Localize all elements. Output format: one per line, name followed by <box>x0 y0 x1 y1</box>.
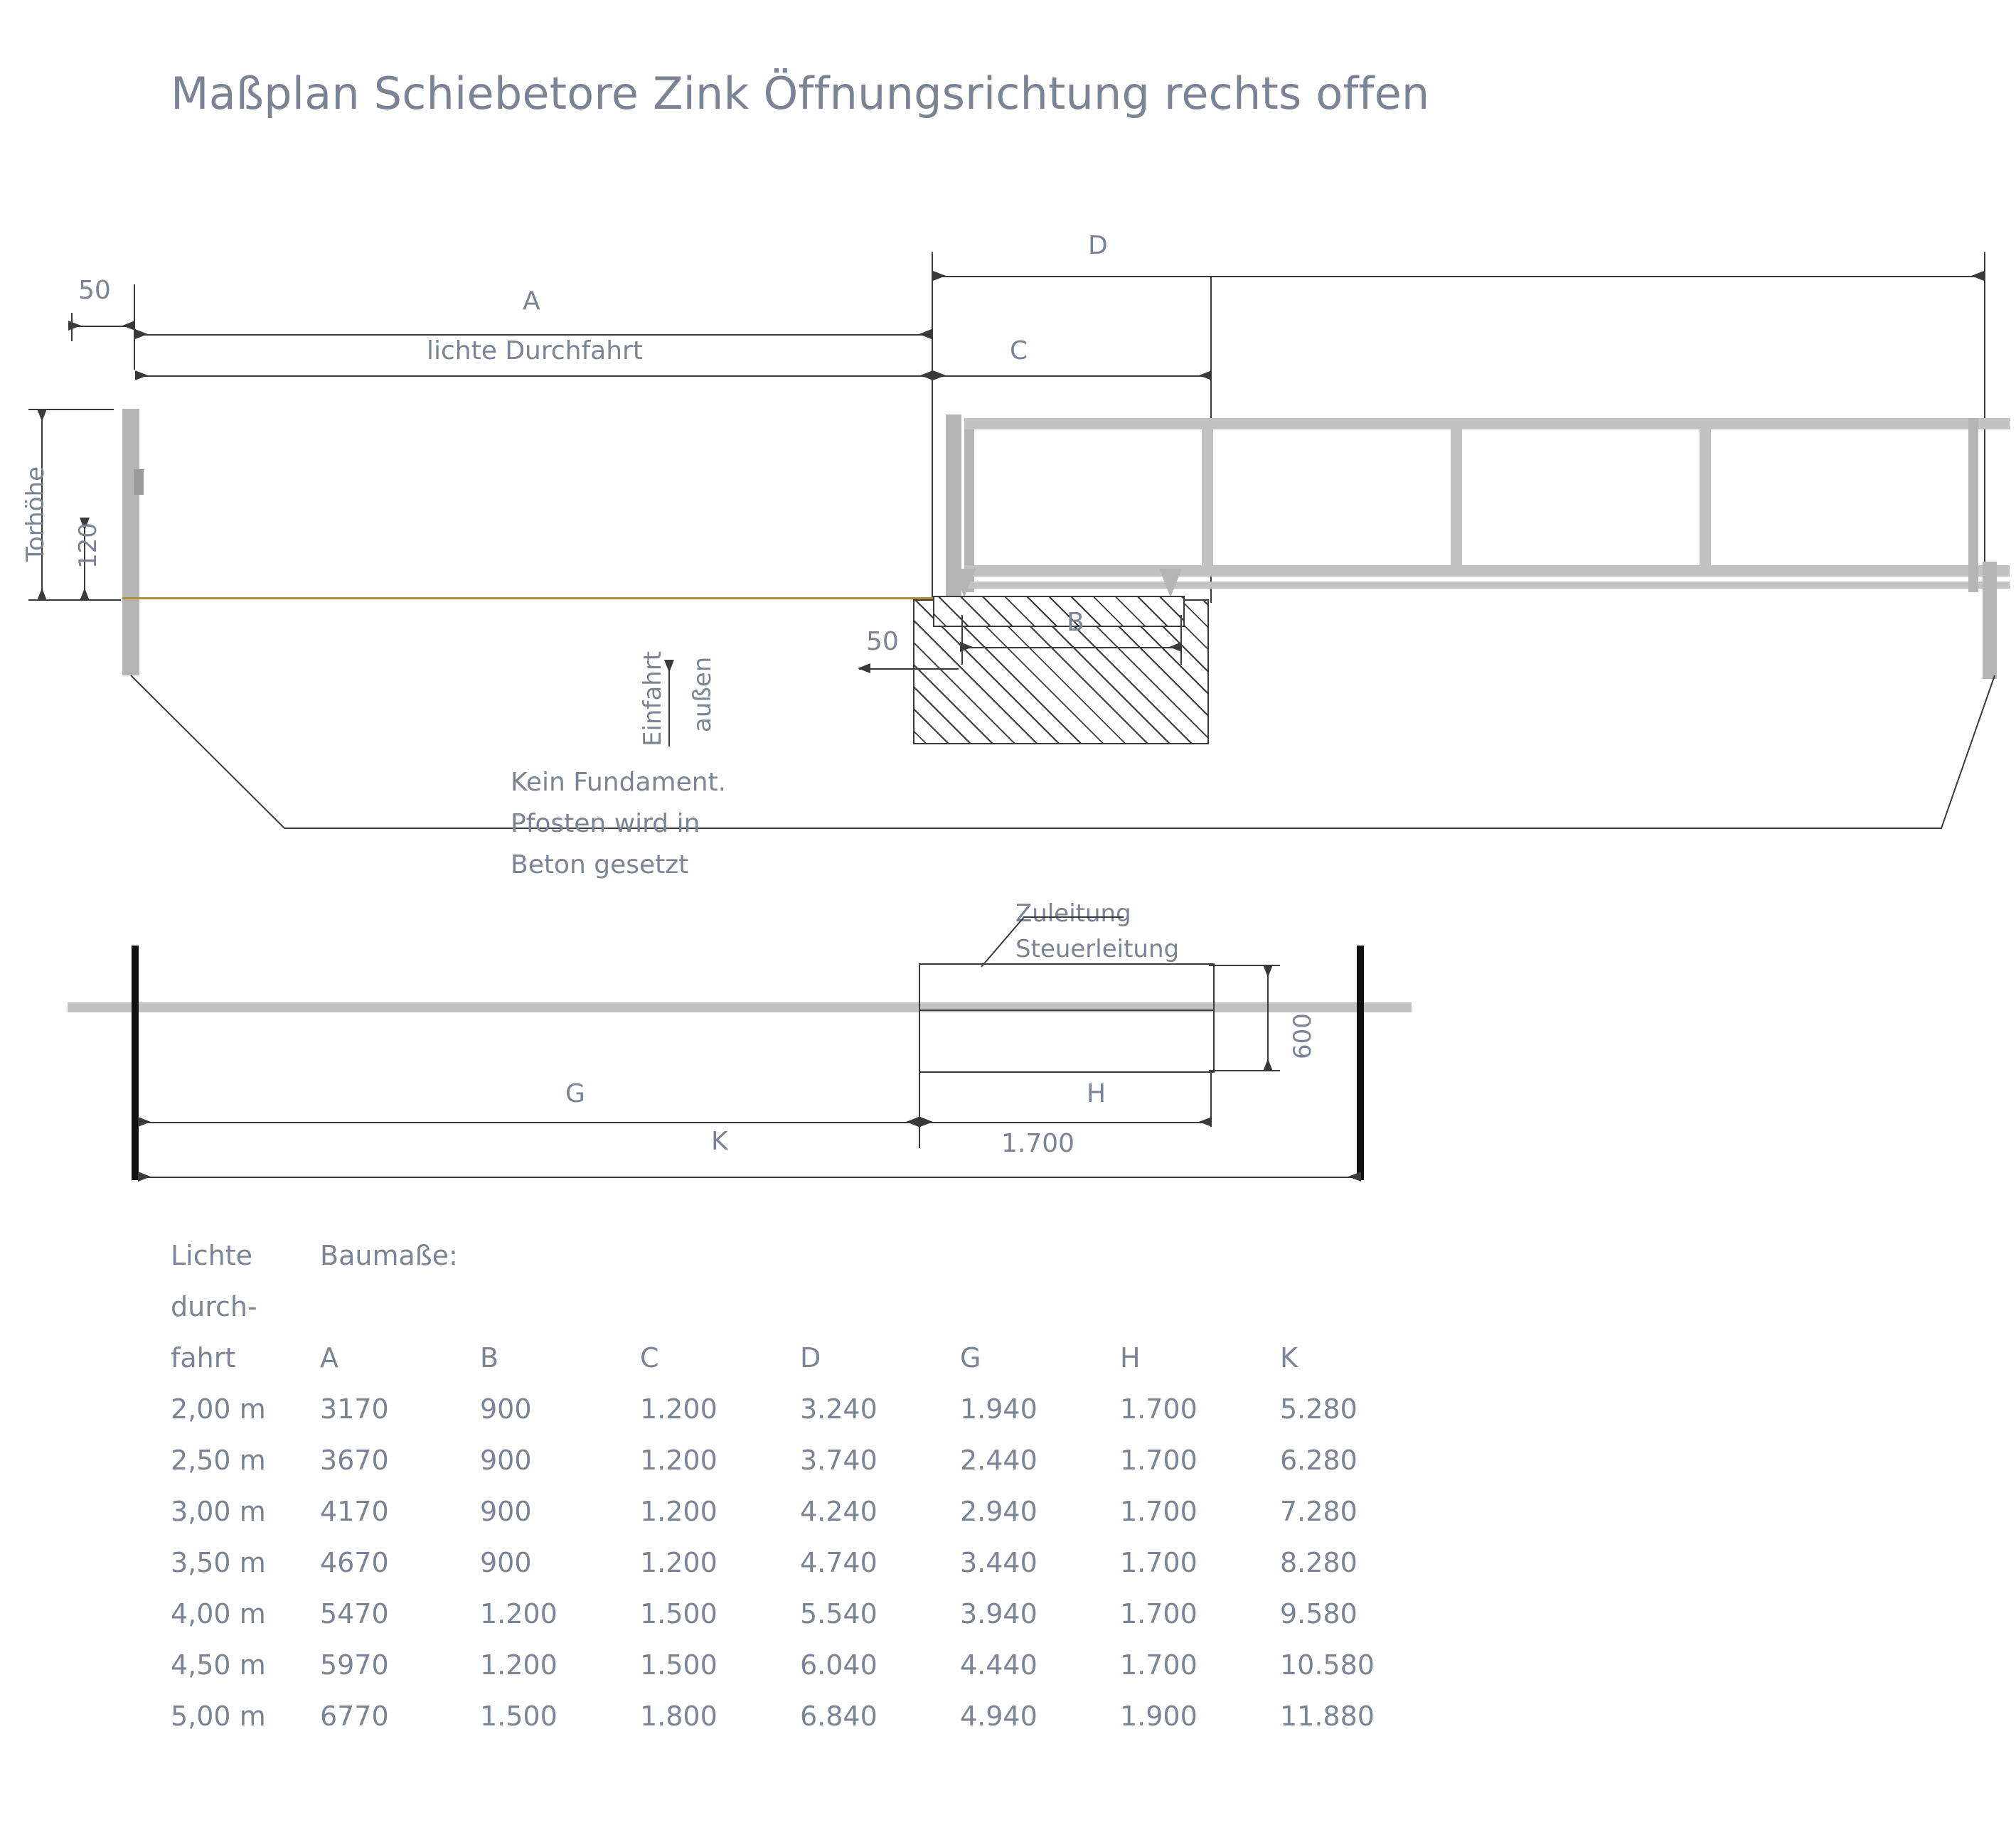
cell-c: 1.800 <box>640 1701 718 1732</box>
dim-label-lichte-durchfahrt: lichte Durchfahrt <box>427 336 643 365</box>
note-fundament-line2: Pfosten wird in <box>511 809 700 838</box>
cell-h: 1.700 <box>1120 1393 1198 1425</box>
table-head-row-1 <box>171 1230 1440 1281</box>
cell-k: 11.880 <box>1280 1701 1375 1732</box>
col-head-g: G <box>960 1342 981 1374</box>
table-head-row-2 <box>171 1281 1440 1332</box>
cell-h: 1.700 <box>1120 1496 1198 1527</box>
cell-g: 4.440 <box>960 1649 1038 1681</box>
h-ext-right <box>1210 1070 1212 1127</box>
table-row <box>171 1588 1440 1639</box>
head-spacer <box>320 1281 1440 1332</box>
dim600-line <box>1267 965 1269 1071</box>
cell-b: 900 <box>480 1445 532 1476</box>
plan-left-post <box>132 946 139 1180</box>
cell-h: 1.700 <box>1120 1445 1198 1476</box>
plan-right-post <box>1357 946 1364 1180</box>
col-head-c: C <box>640 1342 659 1374</box>
cell-c: 1.500 <box>640 1649 718 1681</box>
cell-h: 1.700 <box>1120 1547 1198 1578</box>
cell-c: 1.500 <box>640 1598 718 1629</box>
cell-k: 6.280 <box>1280 1445 1358 1476</box>
dim-label-a: A <box>523 287 540 316</box>
dim600-arrow-top <box>1263 965 1273 978</box>
dim-label-c: C <box>1010 336 1028 365</box>
cell-d: 3.240 <box>800 1393 878 1425</box>
g-dim-line <box>139 1122 919 1123</box>
cell-d: 6.040 <box>800 1649 878 1681</box>
dim-label-50-bottom: 50 <box>866 627 899 656</box>
dimensions-table <box>171 1230 1440 1742</box>
cell-b: 900 <box>480 1547 532 1578</box>
cell-h: 1.700 <box>1120 1598 1198 1629</box>
page-title: Maßplan Schiebetore Zink Öffnungsrichtung rechts offen <box>171 68 1430 119</box>
cell-lichte: 2,00 m <box>171 1393 266 1425</box>
cell-c: 1.200 <box>640 1445 718 1476</box>
cell-h: 1.900 <box>1120 1701 1198 1732</box>
label-aussen: außen <box>688 656 717 732</box>
table-head-row-3 <box>171 1332 1440 1383</box>
cell-g: 1.940 <box>960 1393 1038 1425</box>
head-lichte-line3: fahrt <box>171 1342 236 1374</box>
cell-a: 5970 <box>320 1649 389 1681</box>
cell-b: 1.200 <box>480 1598 558 1629</box>
table-row <box>171 1435 1440 1486</box>
cell-k: 9.580 <box>1280 1598 1358 1629</box>
cell-a: 4170 <box>320 1496 389 1527</box>
cell-lichte: 3,50 m <box>171 1547 266 1578</box>
cell-g: 4.940 <box>960 1701 1038 1732</box>
dim-label-torhoehe: Torhöhe <box>21 466 50 562</box>
dim-label-600: 600 <box>1289 1013 1317 1059</box>
dim-label-h: H <box>1087 1079 1106 1108</box>
note-fundament-line3: Beton gesetzt <box>511 850 689 879</box>
cell-c: 1.200 <box>640 1496 718 1527</box>
cell-b: 900 <box>480 1393 532 1425</box>
cell-a: 4670 <box>320 1547 389 1578</box>
k-dim-line <box>139 1177 1361 1178</box>
dim-label-b: B <box>1067 608 1084 637</box>
h-arrow-left <box>920 1117 933 1127</box>
label-einfahrt: Einfahrt <box>639 651 667 746</box>
cell-lichte: 4,50 m <box>171 1649 266 1681</box>
g-ext-right <box>919 1070 920 1148</box>
cell-a: 3170 <box>320 1393 389 1425</box>
table-row <box>171 1383 1440 1435</box>
cell-g: 3.440 <box>960 1547 1038 1578</box>
dim-label-1700: 1.700 <box>1001 1129 1075 1158</box>
cell-d: 3.740 <box>800 1445 878 1476</box>
cell-k: 5.280 <box>1280 1393 1358 1425</box>
cell-lichte: 2,50 m <box>171 1445 266 1476</box>
cell-h: 1.700 <box>1120 1649 1198 1681</box>
dim-label-g: G <box>565 1079 585 1108</box>
g-arrow-right <box>906 1117 919 1127</box>
plan-foundation-rect <box>919 963 1215 1073</box>
cell-g: 3.940 <box>960 1598 1038 1629</box>
dim600-arrow-bottom <box>1263 1059 1273 1071</box>
col-head-b: B <box>480 1342 499 1374</box>
table-row <box>171 1486 1440 1537</box>
dim-label-50-top: 50 <box>78 276 111 305</box>
h-dim-line <box>920 1122 1212 1123</box>
g-arrow-left <box>138 1117 151 1127</box>
col-head-h: H <box>1120 1342 1141 1374</box>
col-head-k: K <box>1280 1342 1298 1374</box>
k-arrow-right <box>1348 1172 1361 1182</box>
cell-g: 2.440 <box>960 1445 1038 1476</box>
cell-b: 1.200 <box>480 1649 558 1681</box>
note-zuleitung: Zuleitung <box>1015 899 1131 928</box>
head-lichte-line2: durch- <box>171 1291 257 1322</box>
cell-d: 6.840 <box>800 1701 878 1732</box>
table-row <box>171 1639 1440 1691</box>
cell-a: 6770 <box>320 1701 389 1732</box>
cell-k: 7.280 <box>1280 1496 1358 1527</box>
cell-c: 1.200 <box>640 1547 718 1578</box>
dim-label-k: K <box>711 1127 728 1156</box>
col-head-a: A <box>320 1342 338 1374</box>
cell-lichte: 5,00 m <box>171 1701 266 1732</box>
head-lichte-line1: Lichte <box>171 1240 252 1271</box>
cell-k: 10.580 <box>1280 1649 1375 1681</box>
k-arrow-left <box>138 1172 151 1182</box>
cell-d: 5.540 <box>800 1598 878 1629</box>
table-row <box>171 1691 1440 1742</box>
col-head-d: D <box>800 1342 821 1374</box>
cell-lichte: 4,00 m <box>171 1598 266 1629</box>
note-fundament-line1: Kein Fundament. <box>511 768 727 797</box>
dim-label-120: 120 <box>74 523 102 569</box>
cell-a: 5470 <box>320 1598 389 1629</box>
head-baumasse: Baumaße: <box>320 1240 458 1271</box>
cell-k: 8.280 <box>1280 1547 1358 1578</box>
cell-d: 4.740 <box>800 1547 878 1578</box>
cell-g: 2.940 <box>960 1496 1038 1527</box>
table-row <box>171 1537 1440 1588</box>
note-steuerleitung: Steuerleitung <box>1015 935 1180 963</box>
cell-lichte: 3,00 m <box>171 1496 266 1527</box>
cell-d: 4.240 <box>800 1496 878 1527</box>
einfahrt-arrow-line <box>668 661 670 746</box>
cell-a: 3670 <box>320 1445 389 1476</box>
cell-b: 1.500 <box>480 1701 558 1732</box>
dim-label-d: D <box>1088 231 1108 260</box>
cell-c: 1.200 <box>640 1393 718 1425</box>
cell-b: 900 <box>480 1496 532 1527</box>
plan-foundation-mid-line <box>919 1010 1213 1011</box>
